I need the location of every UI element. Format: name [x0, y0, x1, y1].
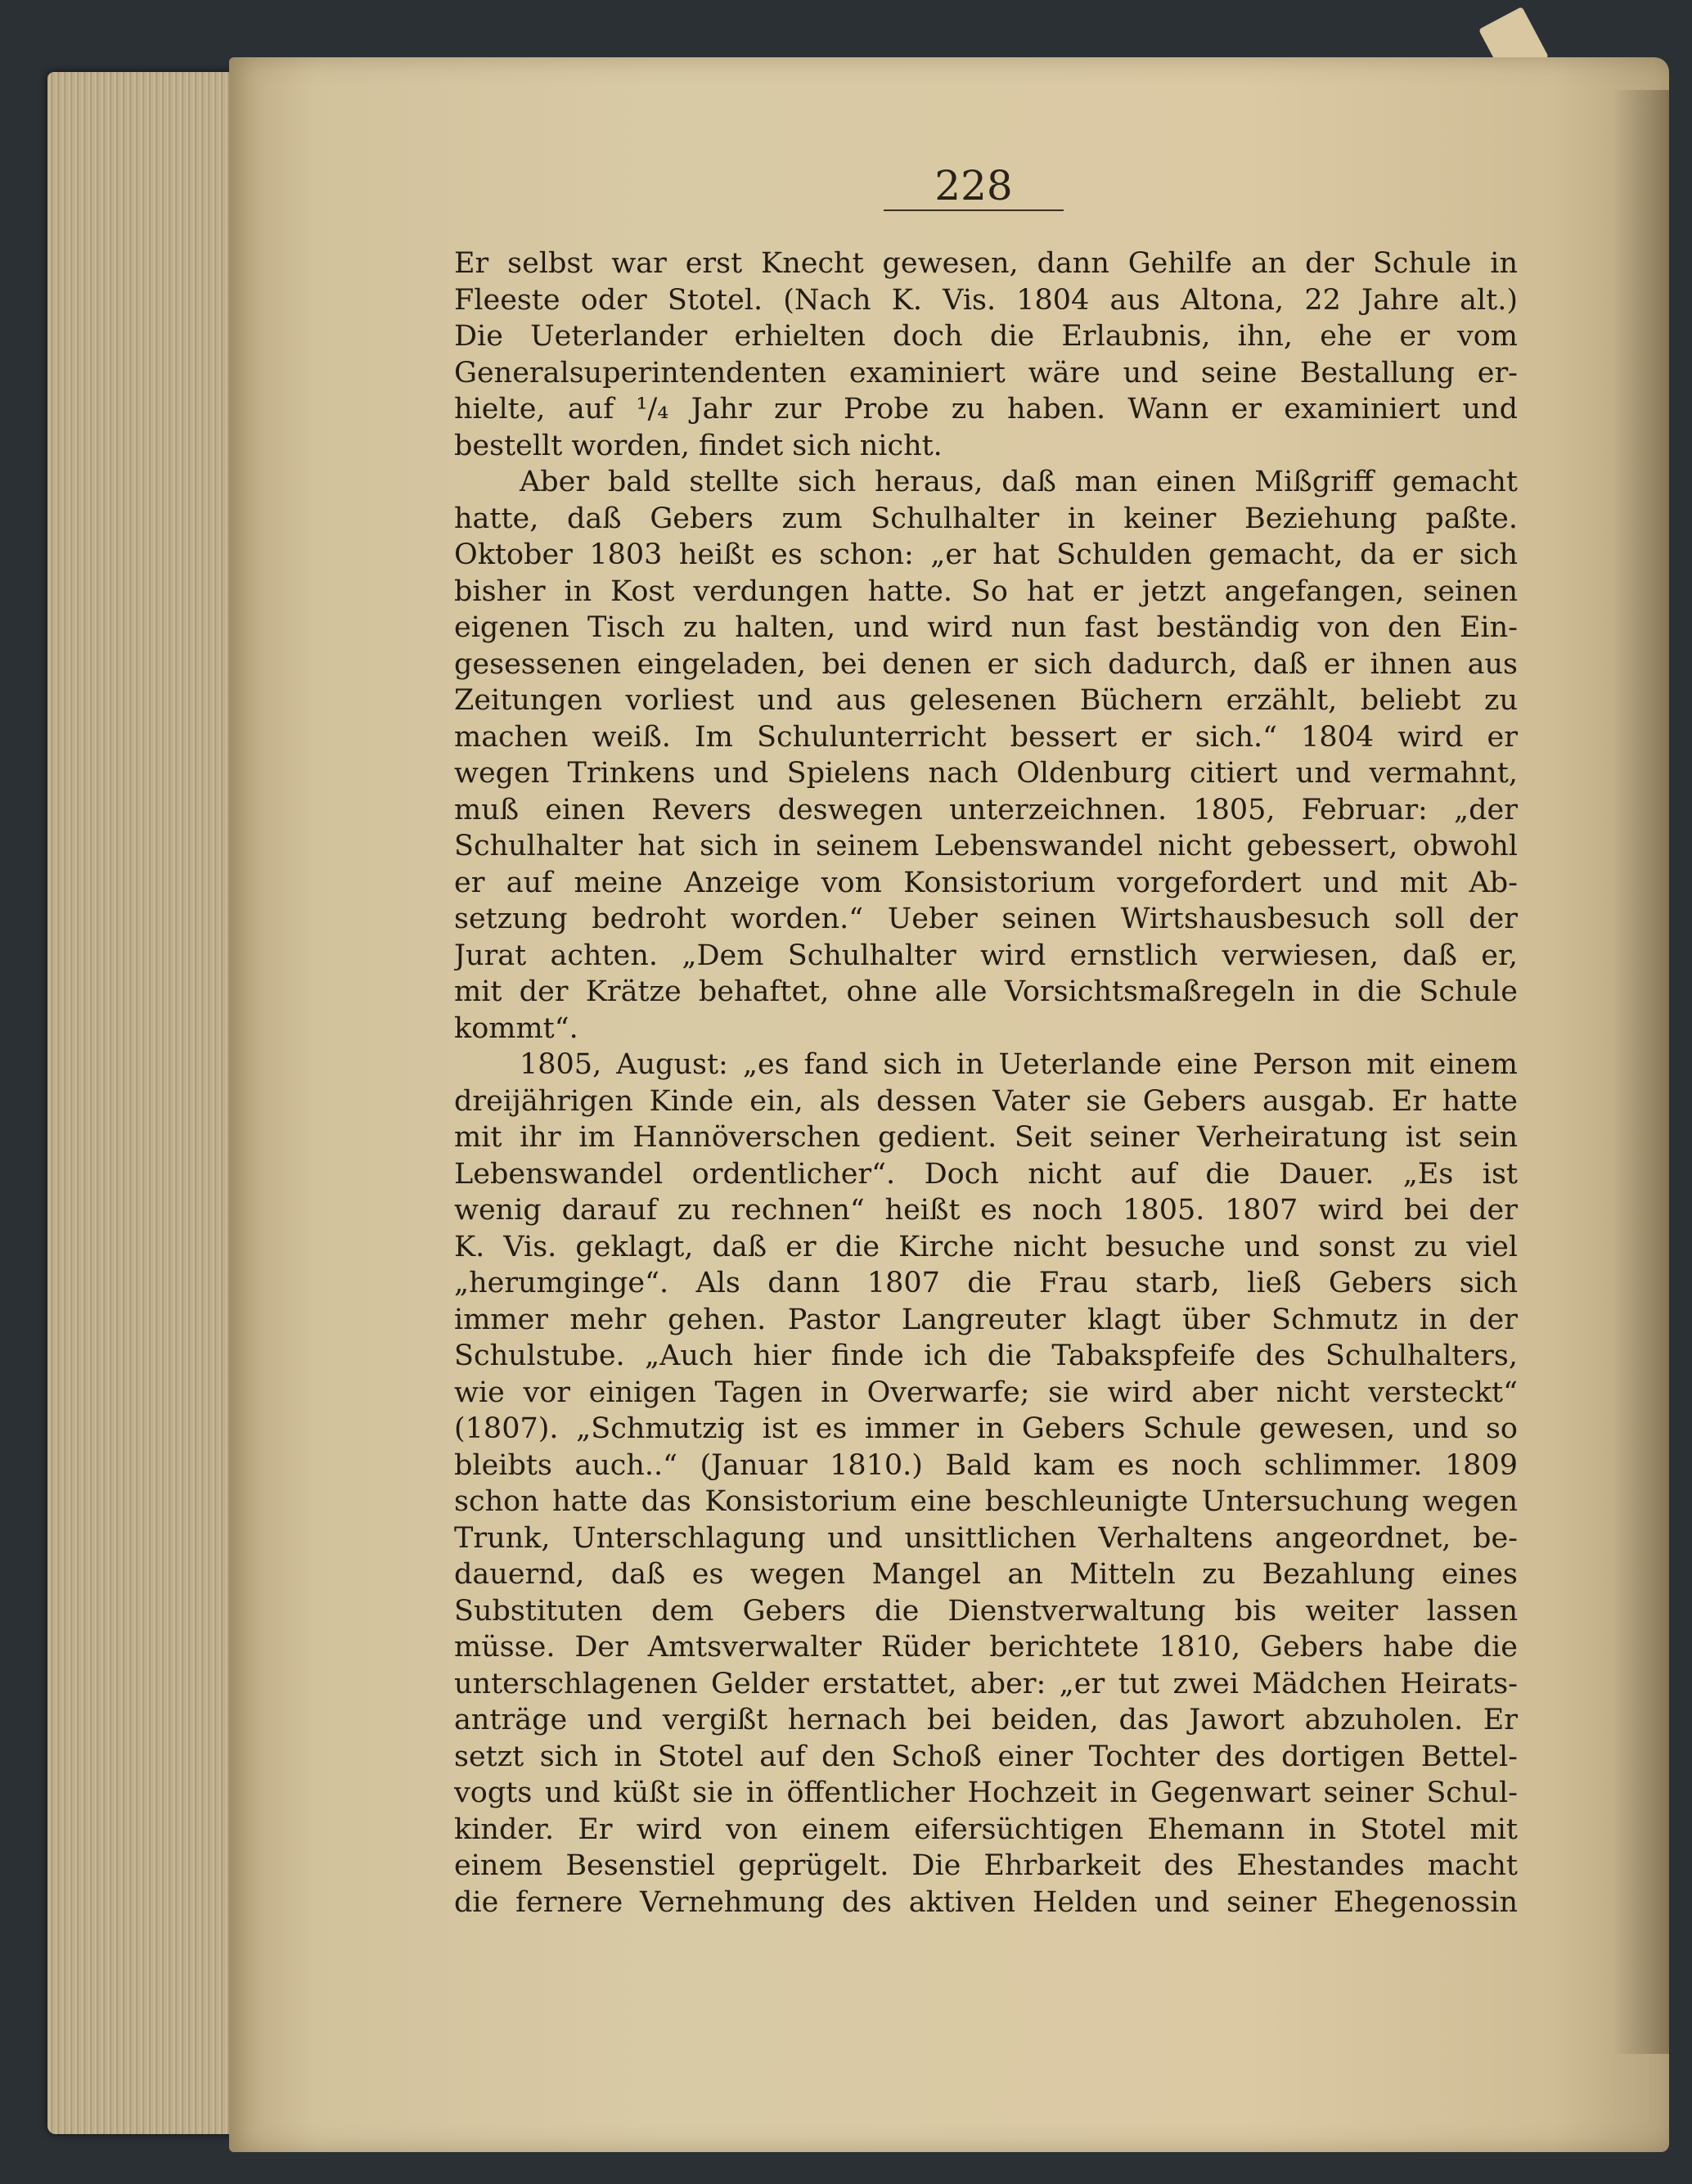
text-line: Aber bald stellte sich heraus, daß man einen Mißgriff gemacht [520, 466, 1518, 498]
text-line: dreijährigen Kinde ein, als dessen Vater sie Gebers ausgab. Er hatte [454, 1084, 1518, 1118]
text-line: gesessenen eingeladen, bei denen er sich dadurch, daß er ihnen aus [454, 647, 1518, 681]
text-line: wegen Trinkens und Spielens nach Oldenburg citiert und vermahnt, [454, 757, 1518, 790]
text-line: Schulhalter hat sich in seinem Lebenswandel nicht gebessert, obwohl [454, 830, 1518, 862]
text-line: setzung bedroht worden.“ Ueber seinen Wirtshausbesuch soll der [454, 903, 1518, 935]
text-line: immer mehr gehen. Pastor Langreuter klagt über Schmutz in der [454, 1303, 1518, 1336]
text-line: schon hatte das Konsistorium eine beschleunigte Untersuchung wegen [454, 1485, 1518, 1518]
text-line: die fernere Vernehmung des aktiven Helden und seiner Ehegenossin [454, 1885, 1518, 1919]
text-line: vogts und küßt sie in öffentlicher Hochzeit in Gegenwart seiner Schul- [454, 1776, 1518, 1809]
header-rule [884, 209, 1064, 211]
text-line: Fleeste oder Stotel. (Nach K. Vis. 1804 aus Altona, 22 Jahre alt.) [454, 283, 1518, 317]
text-line: Schulstube. „Auch hier finde ich die Tabakspfeife des Schulhalters, [454, 1340, 1518, 1372]
text-line: dauernd, daß es wegen Mangel an Mitteln zu Bezahlung eines [454, 1558, 1518, 1591]
text-line: mit ihr im Hannöverschen gedient. Seit seiner Verheiratung ist sein [454, 1121, 1518, 1154]
text-line: machen weiß. Im Schulunterricht bessert er sich.“ 1804 wird er [454, 720, 1518, 754]
text-line: bestellt worden, findet sich nicht. [454, 429, 943, 462]
text-line: wie vor einigen Tagen in Overwarfe; sie wird aber nicht versteckt“ [454, 1376, 1518, 1409]
text-line: einem Besenstiel geprügelt. Die Ehrbarkeit des Ehestandes macht [454, 1849, 1518, 1882]
text-line: „herumginge“. Als dann 1807 die Frau starb, ließ Gebers sich [454, 1267, 1518, 1299]
text-line: müsse. Der Amtsverwalter Rüder berichtete 1810, Gebers habe die [454, 1631, 1518, 1664]
text-line: Die Ueterlander erhielten doch die Erlaubnis, ihn, ehe er vom [454, 320, 1518, 353]
text-line: (1807). „Schmutzig ist es immer in Gebers Schule gewesen, und so [454, 1412, 1518, 1445]
text-line: mit der Krätze behaftet, ohne alle Vorsichtsmaßregeln in die Schule [454, 975, 1518, 1008]
text-line: er auf meine Anzeige vom Konsistorium vorgefordert und mit Ab- [454, 866, 1518, 899]
text-line: Lebenswandel ordentlicher“. Doch nicht auf die Dauer. „Es ist [454, 1157, 1518, 1191]
text-line: K. Vis. geklagt, daß er die Kirche nicht besuche und sonst zu viel [454, 1230, 1518, 1263]
text-line: 1805, August: „es fand sich in Ueterlande eine Person mit einem [520, 1048, 1518, 1081]
page-gutter-shadow [1612, 90, 1669, 2054]
page-number: 228 [934, 162, 1013, 209]
text-line: unterschlagenen Gelder erstattet, aber: „er tut zwei Mädchen Heirats- [454, 1667, 1518, 1700]
text-line: Jurat achten. „Dem Schulhalter wird ernstlich verwiesen, daß er, [454, 939, 1518, 972]
text-line: Er selbst war erst Knecht gewesen, dann Gehilfe an der Schule in [454, 247, 1518, 280]
text-line: Substituten dem Gebers die Dienstverwaltung bis weiter lassen [454, 1594, 1518, 1628]
text-line: kinder. Er wird von einem eifersüchtigen Ehemann in Stotel mit [454, 1812, 1518, 1846]
text-line: Trunk, Unterschlagung und unsittlichen Verhaltens angeordnet, be- [454, 1521, 1518, 1555]
text-line: wenig darauf zu rechnen“ heißt es noch 1805. 1807 wird bei der [454, 1194, 1518, 1227]
text-line: Zeitungen vorliest und aus gelesenen Büchern erzählt, beliebt zu [454, 684, 1518, 717]
text-line: kommt“. [454, 1011, 578, 1045]
text-line: Generalsuperintendenten examiniert wäre und seine Bestallung er- [454, 356, 1518, 390]
text-line: hielte, auf ¹/₄ Jahr zur Probe zu haben. Wann er examiniert und [454, 393, 1518, 426]
text-line: hatte, daß Gebers zum Schulhalter in keiner Beziehung paßte. [454, 502, 1518, 535]
text-line: bleibts auch..“ (Januar 1810.) Bald kam es noch schlimmer. 1809 [454, 1448, 1518, 1482]
body-text [454, 245, 1518, 1921]
text-line: muß einen Revers deswegen unterzeichnen. 1805, Februar: „der [454, 793, 1518, 826]
text-line: eigenen Tisch zu halten, und wird nun fast beständig von den Ein- [454, 611, 1518, 644]
text-line: setzt sich in Stotel auf den Schoß einer Tochter des dortigen Bettel- [454, 1740, 1518, 1773]
text-line: anträge und vergißt hernach bei beiden, das Jawort abzuholen. Er [454, 1704, 1518, 1736]
text-line: bisher in Kost verdungen hatte. So hat er jetzt angefangen, seinen [454, 574, 1518, 608]
text-line: Oktober 1803 heißt es schon: „er hat Schulden gemacht, da er sich [454, 538, 1518, 571]
book-page-edges [47, 72, 252, 2134]
